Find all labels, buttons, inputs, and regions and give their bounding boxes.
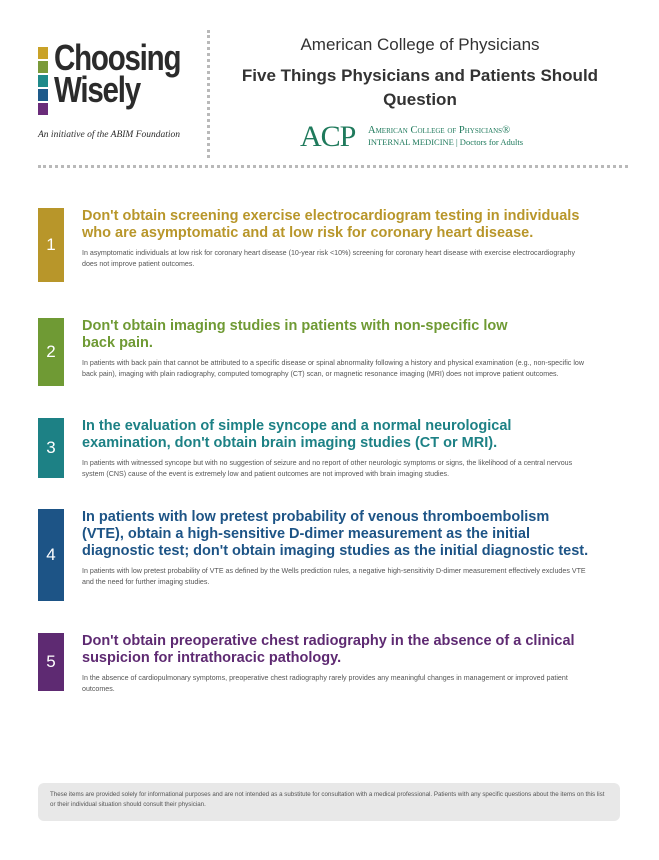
horizontal-divider: [38, 165, 628, 168]
item-number-badge: 3: [38, 418, 64, 478]
list-title: Five Things Physicians and Patients Should Question: [241, 66, 599, 109]
item-body: [82, 318, 512, 352]
item-description: In asymptomatic individuals at low risk for coronary heart disease (10-year risk <10%) screening for coronary heart disease with exercise electrocardiography does not improve patient outcomes.: [82, 249, 576, 268]
item-number-badge: 4: [38, 509, 64, 601]
item-description: In the absence of cardiopulmonary symptoms, preoperative chest radiography rarely provides any meaningful changes in management or improved patient outcomes.: [82, 674, 568, 693]
org-name: American College of Physicians: [300, 35, 540, 54]
logo-color-bars: [38, 47, 48, 117]
page-header: [0, 0, 659, 165]
item-title: Don't obtain preoperative chest radiography in the absence of a clinical suspicion for intrathoracic pathology.: [82, 633, 575, 666]
item-body: [82, 509, 592, 588]
item-number-badge: 5: [38, 633, 64, 691]
logo-bar: [38, 75, 48, 87]
item-number-badge: 1: [38, 208, 64, 282]
logo-line2: Wisely: [54, 69, 140, 110]
acp-tagline: INTERNAL MEDICINE | Doctors for Adults: [368, 137, 524, 147]
item-title: In patients with low pretest probability of venous thromboembolism (VTE), obtain a high-sensitive D-dimer measurement as the initial diagnostic test; don't obtain imaging studies as the initial diagnostic test.: [82, 509, 589, 559]
item-title: Don't obtain screening exercise electrocardiogram testing in individuals who are asymptomatic and at low risk for coronary heart disease.: [82, 208, 580, 241]
logo-line1: Choosing: [54, 37, 181, 78]
logo-bar: [38, 89, 48, 101]
item-body: [82, 633, 592, 695]
logo-tagline: An initiative of the ABIM Foundation: [38, 130, 181, 140]
item-description: In patients with low pretest probability of VTE as defined by the Wells prediction rules, a negative high-sensitivity D-dimer measurement effectively excludes VTE and the need for further imaging studies.: [82, 567, 586, 586]
item-description: In patients with witnessed syncope but with no suggestion of seizure and no report of other neurologic symptoms or signs, the likelihood of a central nervous system (CNS) cause of the event is extremely low and patient outcomes are not improved with brain imaging studies.: [82, 459, 573, 478]
logo-wordmark: [54, 37, 181, 110]
logo-bar: [38, 61, 48, 73]
acp-name: American College of Physicians®: [368, 125, 511, 136]
vertical-divider: [207, 30, 210, 158]
acp-logo-mark: ACP: [300, 120, 356, 153]
item-description: In patients with back pain that cannot be attributed to a specific disease or spinal abnormality following a history and physical examination (e.g., non-specific low back pain), imaging with plain radiography, computed tomography (CT) scan, or magnetic resonance imaging (MRI) does not improve patient outcomes.: [82, 359, 584, 378]
item-body: [82, 208, 592, 270]
footer-disclaimer: These items are provided solely for informational purposes and are not intended as a substitute for consultation with a medical professional. Patients with any specific questions about the items on this list or their individual situation should consult their physician.: [38, 783, 620, 821]
choosing-wisely-logo: [36, 37, 196, 154]
acp-logo-text: [368, 125, 523, 147]
item-title: In the evaluation of simple syncope and a normal neurological examination, don't obtain brain imaging studies (CT or MRI).: [82, 418, 512, 451]
logo-bar: [38, 103, 48, 115]
logo-bar: [38, 47, 48, 59]
item-title: Don't obtain imaging studies in patients with non-specific low back pain.: [82, 318, 508, 351]
item-body: [82, 418, 592, 480]
item-number-badge: 2: [38, 318, 64, 386]
